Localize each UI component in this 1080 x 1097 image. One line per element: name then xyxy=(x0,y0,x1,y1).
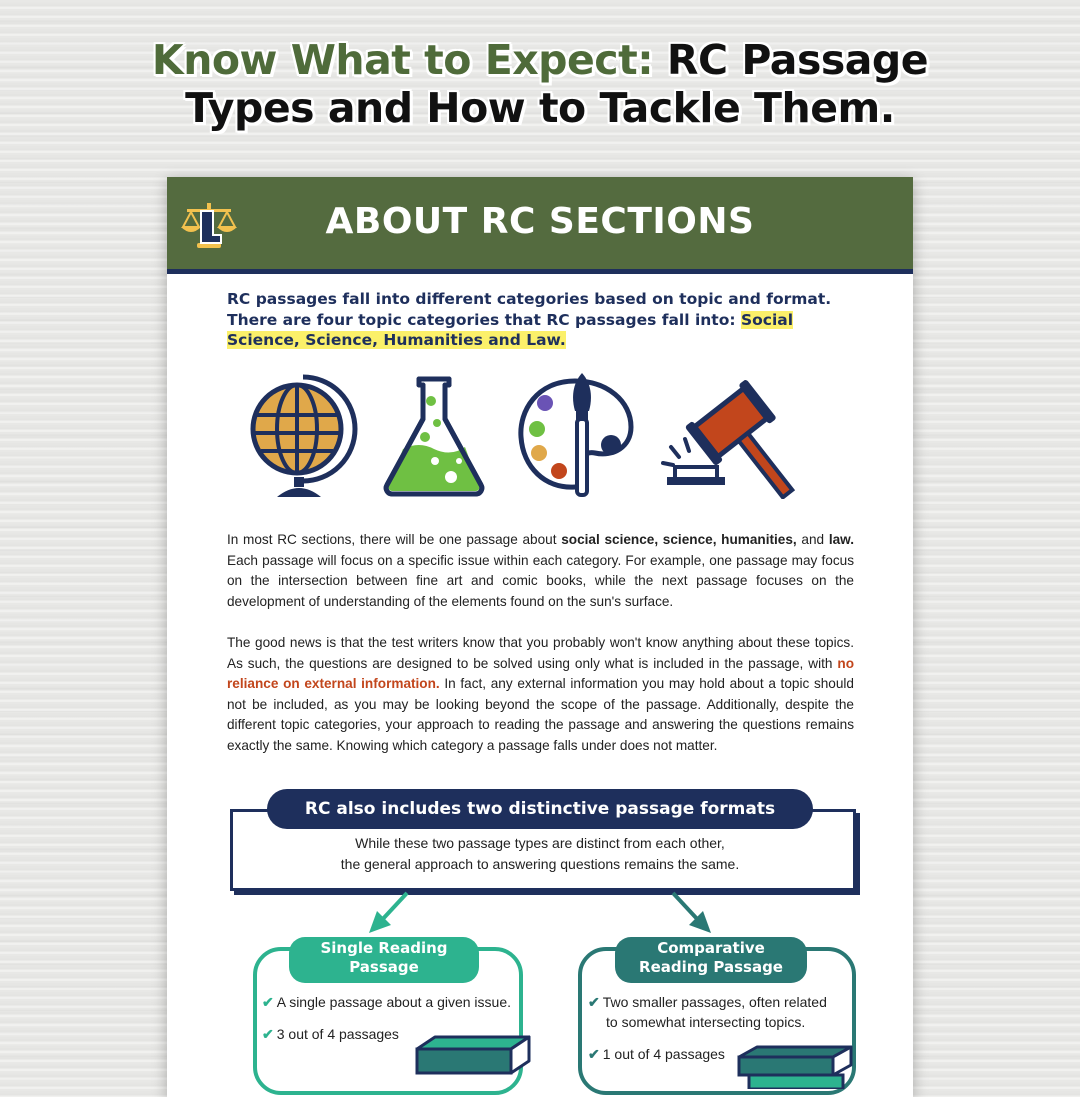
para1-bold-law: law. xyxy=(828,532,854,547)
intro-text: RC passages fall into different categories based on topic and format. There are four topic categories that RC passages fall into: xyxy=(227,290,832,329)
formats-line-1: While these two passage types are distinct from each other, xyxy=(355,835,725,851)
infographic-sheet xyxy=(167,177,913,1097)
comparative-bullet-2 xyxy=(588,1044,725,1064)
check-icon: ✔ xyxy=(588,1046,600,1062)
book-icon xyxy=(411,1033,533,1089)
headline-dark-part-2: Types and How to Tackle Them. xyxy=(185,84,895,132)
flask-icon xyxy=(379,373,489,499)
headline-green-part: Know What to Expect: xyxy=(151,36,654,84)
sheet-header xyxy=(167,177,913,274)
arrow-down-right-icon xyxy=(659,889,719,935)
single-bullet-2 xyxy=(262,1024,399,1044)
single-passage-title xyxy=(289,937,479,983)
comparative-bullet-1-line-2: to somewhat intersecting topics. xyxy=(606,1014,806,1030)
single-title-line-1: Single Reading xyxy=(320,939,448,957)
sheet-title: ABOUT RC SECTIONS xyxy=(325,201,755,242)
formats-title: RC also includes two distinctive passage formats xyxy=(267,789,813,829)
check-icon: ✔ xyxy=(262,1026,274,1042)
para1-text-e: Each passage will focus on a specific issue within each category. For example, one passage may focus on the intersection between fine art and comic books, while the next passage focuses on the development of understanding of the elements found on the sun's surface. xyxy=(227,552,854,609)
headline-dark-part-1: RC Passage xyxy=(666,36,929,84)
comparative-bullet-1-line-1: Two smaller passages, often related xyxy=(602,994,827,1010)
formats-line-2: the general approach to answering questions remains the same. xyxy=(340,856,740,872)
intro-paragraph xyxy=(227,289,867,351)
para2-text-a: The good news is that the test writers know that you probably won't know anything about these topics. As such, the questions are designed to be solved using only what is included in the passage, with xyxy=(227,635,854,671)
comparative-passage-title xyxy=(615,937,807,983)
check-icon: ✔ xyxy=(588,994,600,1010)
para1-text-a: In most RC sections, there will be one passage about xyxy=(227,532,562,547)
comparative-bullet-1 xyxy=(588,992,827,1032)
palette-icon xyxy=(515,367,639,499)
globe-icon xyxy=(247,369,359,499)
para2-highlight-red: no reliance on external information. xyxy=(227,655,854,691)
arrow-down-left-icon xyxy=(363,889,423,935)
paragraph-good-news xyxy=(227,633,854,756)
formats-subtitle xyxy=(230,833,850,875)
page-headline xyxy=(0,36,1080,132)
comparative-bullet-2-text: 1 out of 4 passages xyxy=(602,1046,725,1062)
single-title-line-2: Passage xyxy=(349,958,419,976)
gavel-icon xyxy=(659,375,821,499)
book-stack-icon xyxy=(733,1043,857,1089)
para2-text-c: In fact, any external information you may hold about a topic should not be included, as you may be looking beyond the scope of the passage. Additionally, despite the different topic categories, your approach to reading the passage and answering the questions remains exactly the same. Knowing which category a passage falls under does not matter. xyxy=(227,676,854,753)
comparative-title-line-1: Comparative xyxy=(657,939,765,957)
comparative-title-line-2: Reading Passage xyxy=(639,958,783,976)
para1-bold-categories: social science, science, humanities, xyxy=(561,532,797,547)
intro-highlight: Social Science, Science, Humanities and Law. xyxy=(227,310,794,349)
single-bullet-1-text: A single passage about a given issue. xyxy=(276,994,512,1010)
paragraph-categories xyxy=(227,530,854,612)
para1-text-c: and xyxy=(796,532,829,547)
single-bullet-1 xyxy=(262,992,511,1012)
single-bullet-2-text: 3 out of 4 passages xyxy=(276,1026,399,1042)
check-icon: ✔ xyxy=(262,994,274,1010)
